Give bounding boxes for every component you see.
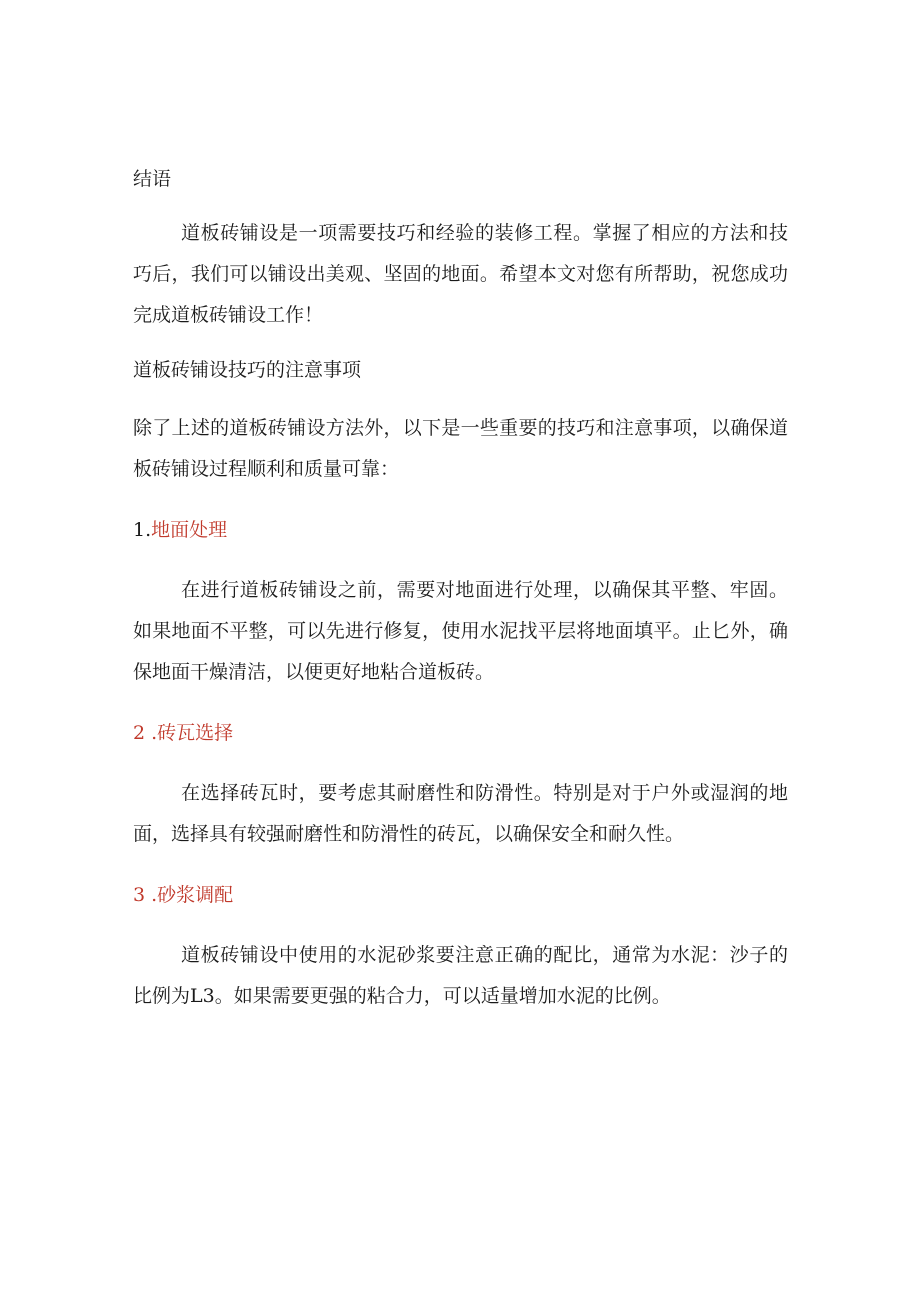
- conclusion-heading: 结语: [133, 168, 172, 190]
- tips-intro-paragraph: 除了上述的道板砖铺设方法外，以下是一些重要的技巧和注意事项，以确保道板砖铺设过程顺利和质量可靠：: [133, 417, 788, 480]
- item1-heading: [133, 514, 788, 546]
- item2-heading: [133, 717, 788, 749]
- document-body: [133, 163, 788, 1017]
- item3-title: 砂浆调配: [157, 884, 234, 906]
- item1-number: 1.: [133, 519, 152, 541]
- conclusion-paragraph: 道板砖铺设是一项需要技巧和经验的装修工程。掌握了相应的方法和技巧后，我们可以铺设出美观、坚固的地面。希望本文对您有所帮助，祝您成功完成道板砖铺设工作！: [133, 222, 788, 326]
- item1-title: 地面处理: [151, 519, 228, 541]
- item2-paragraph: 在选择砖瓦时，要考虑其耐磨性和防滑性。特别是对于户外或湿润的地面，选择具有较强耐磨性和防滑性的砖瓦，以确保安全和耐久性。: [133, 782, 788, 845]
- item3-paragraph: 道板砖铺设中使用的水泥砂浆要注意正确的配比，通常为水泥：沙子的比例为L3。如果需要更强的粘合力，可以适量增加水泥的比例。: [133, 944, 788, 1007]
- tips-heading: 道板砖铺设技巧的注意事项: [133, 359, 362, 381]
- item3-number: 3 .: [133, 884, 158, 906]
- item3-heading: [133, 879, 788, 911]
- item2-number: 2 .: [133, 722, 158, 744]
- item1-paragraph: 在进行道板砖铺设之前，需要对地面进行处理，以确保其平整、牢固。如果地面不平整，可以先进行修复，使用水泥找平层将地面填平。止匕外，确保地面干燥清洁，以便更好地粘合道板砖。: [133, 579, 788, 683]
- item2-title: 砖瓦选择: [157, 722, 234, 744]
